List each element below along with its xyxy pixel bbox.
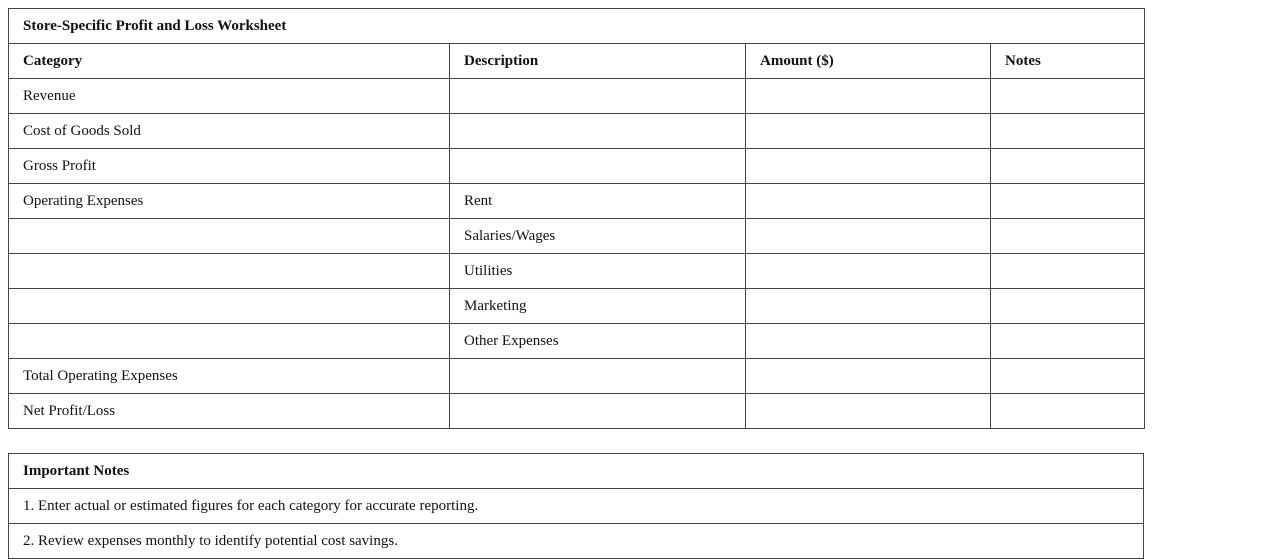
category-cell: Gross Profit <box>9 149 450 184</box>
category-cell <box>9 324 450 359</box>
description-cell <box>450 394 746 429</box>
amount-cell[interactable] <box>746 394 991 429</box>
description-cell <box>450 79 746 114</box>
category-cell <box>9 254 450 289</box>
table-row <box>9 254 1145 289</box>
notes-cell[interactable] <box>991 219 1145 254</box>
note-row <box>9 524 1144 559</box>
worksheet-title: Store-Specific Profit and Loss Worksheet <box>9 9 1145 44</box>
notes-cell[interactable] <box>991 254 1145 289</box>
description-cell: Salaries/Wages <box>450 219 746 254</box>
column-header-amount: Amount ($) <box>746 44 991 79</box>
category-cell <box>9 219 450 254</box>
amount-cell[interactable] <box>746 184 991 219</box>
notes-cell[interactable] <box>991 359 1145 394</box>
table-row <box>9 149 1145 184</box>
amount-cell[interactable] <box>746 324 991 359</box>
notes-cell[interactable] <box>991 184 1145 219</box>
notes-cell[interactable] <box>991 324 1145 359</box>
amount-cell[interactable] <box>746 114 991 149</box>
table-row <box>9 219 1145 254</box>
title-row <box>9 9 1145 44</box>
category-cell: Revenue <box>9 79 450 114</box>
category-cell: Net Profit/Loss <box>9 394 450 429</box>
amount-cell[interactable] <box>746 79 991 114</box>
amount-cell[interactable] <box>746 359 991 394</box>
description-cell: Other Expenses <box>450 324 746 359</box>
category-cell: Operating Expenses <box>9 184 450 219</box>
column-header-notes: Notes <box>991 44 1145 79</box>
notes-cell[interactable] <box>991 114 1145 149</box>
header-row <box>9 44 1145 79</box>
table-row <box>9 114 1145 149</box>
description-cell: Rent <box>450 184 746 219</box>
column-header-description: Description <box>450 44 746 79</box>
description-cell: Marketing <box>450 289 746 324</box>
description-cell <box>450 149 746 184</box>
table-row <box>9 394 1145 429</box>
notes-cell[interactable] <box>991 79 1145 114</box>
amount-cell[interactable] <box>746 289 991 324</box>
notes-cell[interactable] <box>991 289 1145 324</box>
amount-cell[interactable] <box>746 219 991 254</box>
column-header-category: Category <box>9 44 450 79</box>
category-cell: Cost of Goods Sold <box>9 114 450 149</box>
table-row <box>9 359 1145 394</box>
description-cell <box>450 359 746 394</box>
note-row <box>9 489 1144 524</box>
category-cell <box>9 289 450 324</box>
amount-cell[interactable] <box>746 254 991 289</box>
description-cell <box>450 114 746 149</box>
notes-cell[interactable] <box>991 394 1145 429</box>
notes-title-row <box>9 454 1144 489</box>
table-row <box>9 79 1145 114</box>
category-cell: Total Operating Expenses <box>9 359 450 394</box>
amount-cell[interactable] <box>746 149 991 184</box>
table-row <box>9 289 1145 324</box>
description-cell: Utilities <box>450 254 746 289</box>
note-item: 2. Review expenses monthly to identify potential cost savings. <box>9 524 1144 559</box>
notes-table <box>8 453 1144 559</box>
notes-title: Important Notes <box>9 454 1144 489</box>
note-item: 1. Enter actual or estimated figures for each category for accurate reporting. <box>9 489 1144 524</box>
notes-cell[interactable] <box>991 149 1145 184</box>
pl-worksheet-table <box>8 8 1145 429</box>
table-row <box>9 184 1145 219</box>
table-row <box>9 324 1145 359</box>
